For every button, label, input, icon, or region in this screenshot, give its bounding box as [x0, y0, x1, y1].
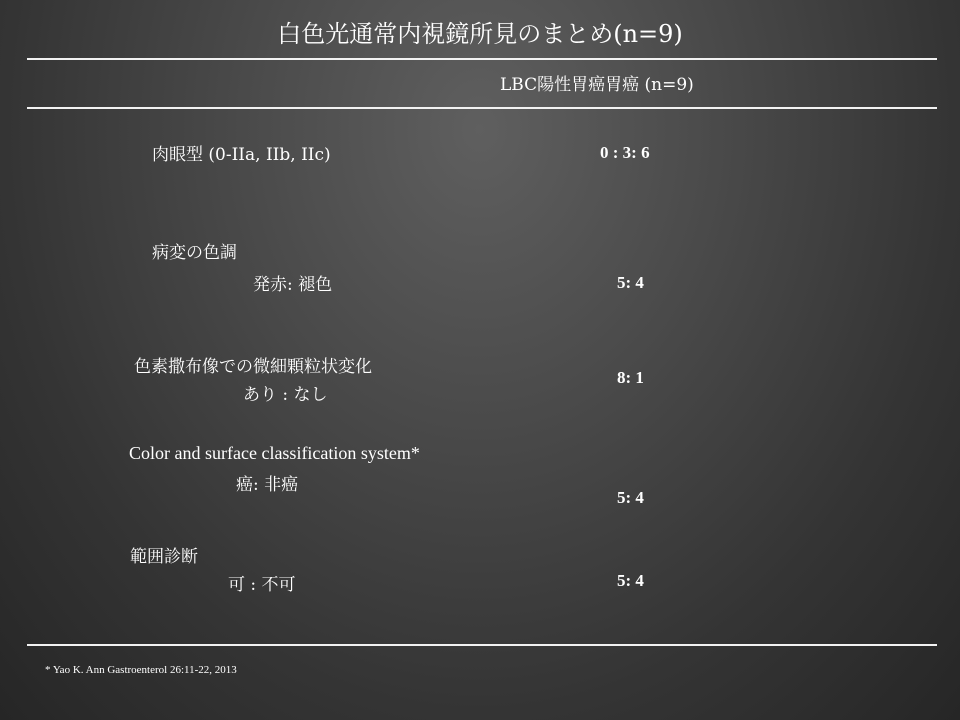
- bottom-divider: [27, 644, 937, 646]
- row-label-fine-granular: 色素撒布像での微細顆粒状変化: [134, 357, 372, 377]
- row-sublabel-classification-system: 癌: 非癌: [236, 475, 299, 495]
- row-label-gross-type: 肉眼型 (0-IIa, IIb, IIc): [152, 145, 331, 165]
- row-sublabel-fine-granular: あり : なし: [243, 385, 328, 405]
- row-label-classification-system: Color and surface classification system*: [129, 443, 420, 463]
- row-sublabel-extent-diagnosis: 可 : 不可: [228, 575, 296, 595]
- row-label-color-tone: 病変の色調: [152, 243, 237, 263]
- row-value-extent-diagnosis: 5: 4: [617, 571, 644, 590]
- row-value-gross-type: 0 : 3: 6: [600, 143, 650, 162]
- row-value-color-tone: 5: 4: [617, 273, 644, 292]
- slide-title: 白色光通常内視鏡所見のまとめ(n=9): [277, 20, 683, 48]
- row-sublabel-color-tone: 発赤: 褪色: [253, 275, 333, 295]
- footnote-citation: * Yao K. Ann Gastroenterol 26:11-22, 2013: [45, 664, 237, 676]
- top-divider: [27, 58, 937, 60]
- row-label-extent-diagnosis: 範囲診断: [130, 547, 198, 567]
- header-divider: [27, 107, 937, 109]
- row-value-classification-system: 5: 4: [617, 488, 644, 507]
- row-value-fine-granular: 8: 1: [617, 368, 644, 387]
- column-header: LBC陽性胃癌胃癌 (n=9): [500, 75, 694, 95]
